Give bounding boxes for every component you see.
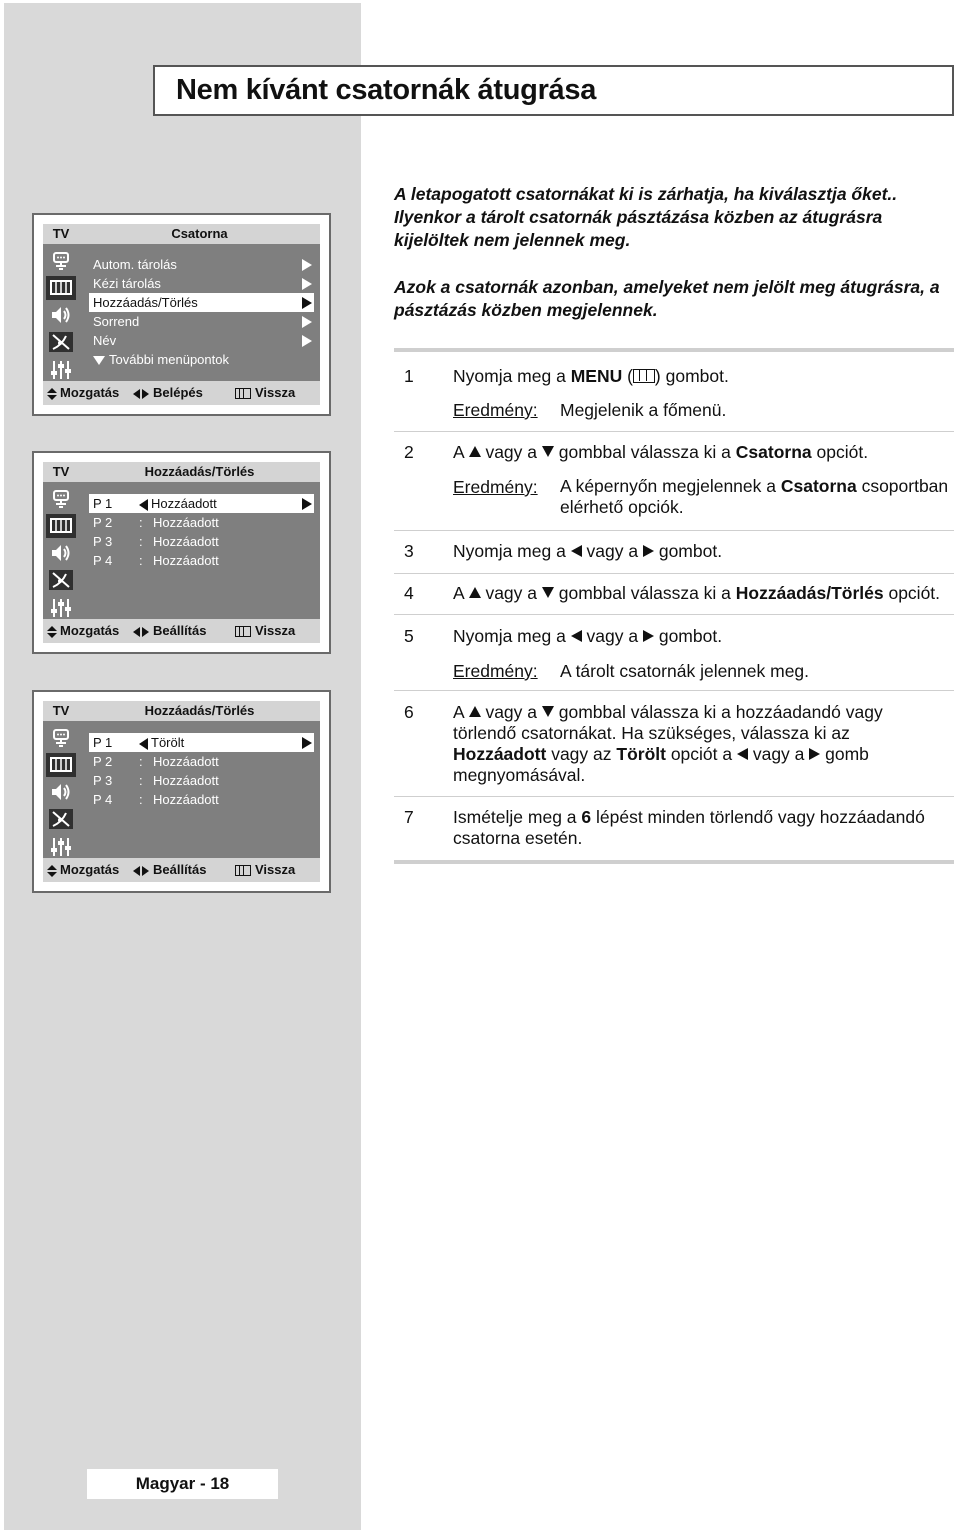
osd-channel-list (89, 733, 314, 809)
arrow-right-icon (302, 278, 312, 290)
arrow-up-icon (469, 446, 481, 457)
osd-header: Hozzáadás/Törlés (79, 462, 320, 482)
divider (394, 431, 954, 432)
menu-icon (235, 626, 251, 637)
channel-row[interactable]: P 3 : Hozzáadott (93, 534, 219, 549)
arrow-right-icon (809, 748, 820, 760)
setup-icon (46, 596, 76, 620)
arrow-up-icon (469, 706, 481, 717)
osd-screen (43, 224, 320, 405)
divider (394, 530, 954, 531)
tv-label: TV (43, 462, 79, 482)
menu-item-name[interactable]: Név (89, 331, 314, 350)
antenna-icon (46, 330, 76, 354)
channel-row[interactable]: P 1 Törölt (89, 733, 314, 752)
arrow-right-icon (643, 630, 654, 642)
osd-screen (43, 462, 320, 643)
antenna-icon (46, 568, 76, 592)
arrow-down-icon (542, 446, 554, 457)
divider (394, 796, 954, 797)
menu-icon (235, 865, 251, 876)
channel-icon (46, 276, 76, 300)
sound-icon (46, 303, 76, 327)
divider (394, 690, 954, 691)
channel-icon (46, 514, 76, 538)
channel-row[interactable]: P 4 : Hozzáadott (93, 553, 219, 568)
menu-icon (235, 388, 251, 399)
osd-header: Hozzáadás/Törlés (79, 701, 320, 721)
osd-header: Csatorna (79, 224, 320, 244)
menu-item-add-delete[interactable]: Hozzáadás/Törlés (89, 293, 314, 312)
osd-icon-column (43, 462, 79, 643)
arrow-up-icon (469, 587, 481, 598)
menu-item-auto-store[interactable]: Autom. tárolás (89, 255, 314, 274)
divider (394, 860, 954, 864)
page-number: Magyar - 18 (87, 1469, 278, 1499)
leftright-icon (133, 627, 150, 637)
arrow-down-icon (542, 706, 554, 717)
osd-add-delete-menu-deleted (32, 690, 331, 893)
setup-icon (46, 835, 76, 859)
intro-paragraph-1: A letapogatott csatornákat ki is zárhatja, ha kiválasztja őket.. Ilyenkor a tárolt csatornák pásztázása közben az átugrásra kijelöltek nem jelennek meg. (394, 184, 898, 250)
channel-row[interactable]: P 4 : Hozzáadott (93, 792, 219, 807)
menu-item-more[interactable]: További menüpontok (89, 350, 314, 369)
arrow-left-icon (139, 499, 148, 511)
arrow-left-icon (571, 545, 582, 557)
menu-icon (633, 369, 655, 383)
channel-row[interactable]: P 3 : Hozzáadott (93, 773, 219, 788)
arrow-left-icon (571, 630, 582, 642)
osd-icon-column (43, 224, 79, 405)
osd-channel-list (89, 494, 314, 570)
sound-icon (46, 541, 76, 565)
arrow-left-icon (139, 738, 148, 750)
arrow-down-icon (93, 356, 105, 365)
tv-label: TV (43, 701, 79, 721)
page-title: Nem kívánt csatornák átugrása (176, 74, 597, 106)
updown-icon (47, 388, 57, 400)
osd-channel-menu (32, 213, 331, 416)
osd-screen (43, 701, 320, 882)
osd-add-delete-menu (32, 451, 331, 654)
osd-menu-list (89, 255, 314, 369)
arrow-right-icon (302, 297, 312, 309)
updown-icon (47, 865, 57, 877)
arrow-right-icon (302, 259, 312, 271)
channel-row[interactable]: P 2 : Hozzáadott (93, 754, 219, 769)
osd-footer: Mozgatás Beállítás Vissza (43, 619, 320, 643)
updown-icon (47, 626, 57, 638)
leftright-icon (133, 389, 150, 399)
arrow-left-icon (737, 748, 748, 760)
arrow-right-icon (302, 316, 312, 328)
divider (394, 348, 954, 352)
setup-icon (46, 358, 76, 382)
picture-icon (46, 727, 76, 751)
divider (394, 614, 954, 615)
channel-row[interactable]: P 1 Hozzáadott (89, 494, 314, 513)
arrow-right-icon (302, 737, 312, 749)
channel-icon (46, 753, 76, 777)
sound-icon (46, 780, 76, 804)
arrow-right-icon (302, 498, 312, 510)
arrow-down-icon (542, 587, 554, 598)
channel-row[interactable]: P 2 : Hozzáadott (93, 515, 219, 530)
intro-paragraph-2: Azok a csatornák azonban, amelyeket nem jelölt meg átugrásra, a pásztázás közben megjelennek. (394, 277, 940, 320)
picture-icon (46, 488, 76, 512)
osd-footer: Mozgatás Belépés Vissza (43, 381, 320, 405)
arrow-right-icon (302, 335, 312, 347)
antenna-icon (46, 807, 76, 831)
osd-icon-column (43, 701, 79, 882)
arrow-right-icon (643, 545, 654, 557)
picture-icon (46, 250, 76, 274)
menu-item-sort[interactable]: Sorrend (89, 312, 314, 331)
menu-item-manual-store[interactable]: Kézi tárolás (89, 274, 314, 293)
leftright-icon (133, 866, 150, 876)
title-box (153, 65, 954, 116)
tv-label: TV (43, 224, 79, 244)
osd-footer: Mozgatás Beállítás Vissza (43, 858, 320, 882)
divider (394, 573, 954, 574)
